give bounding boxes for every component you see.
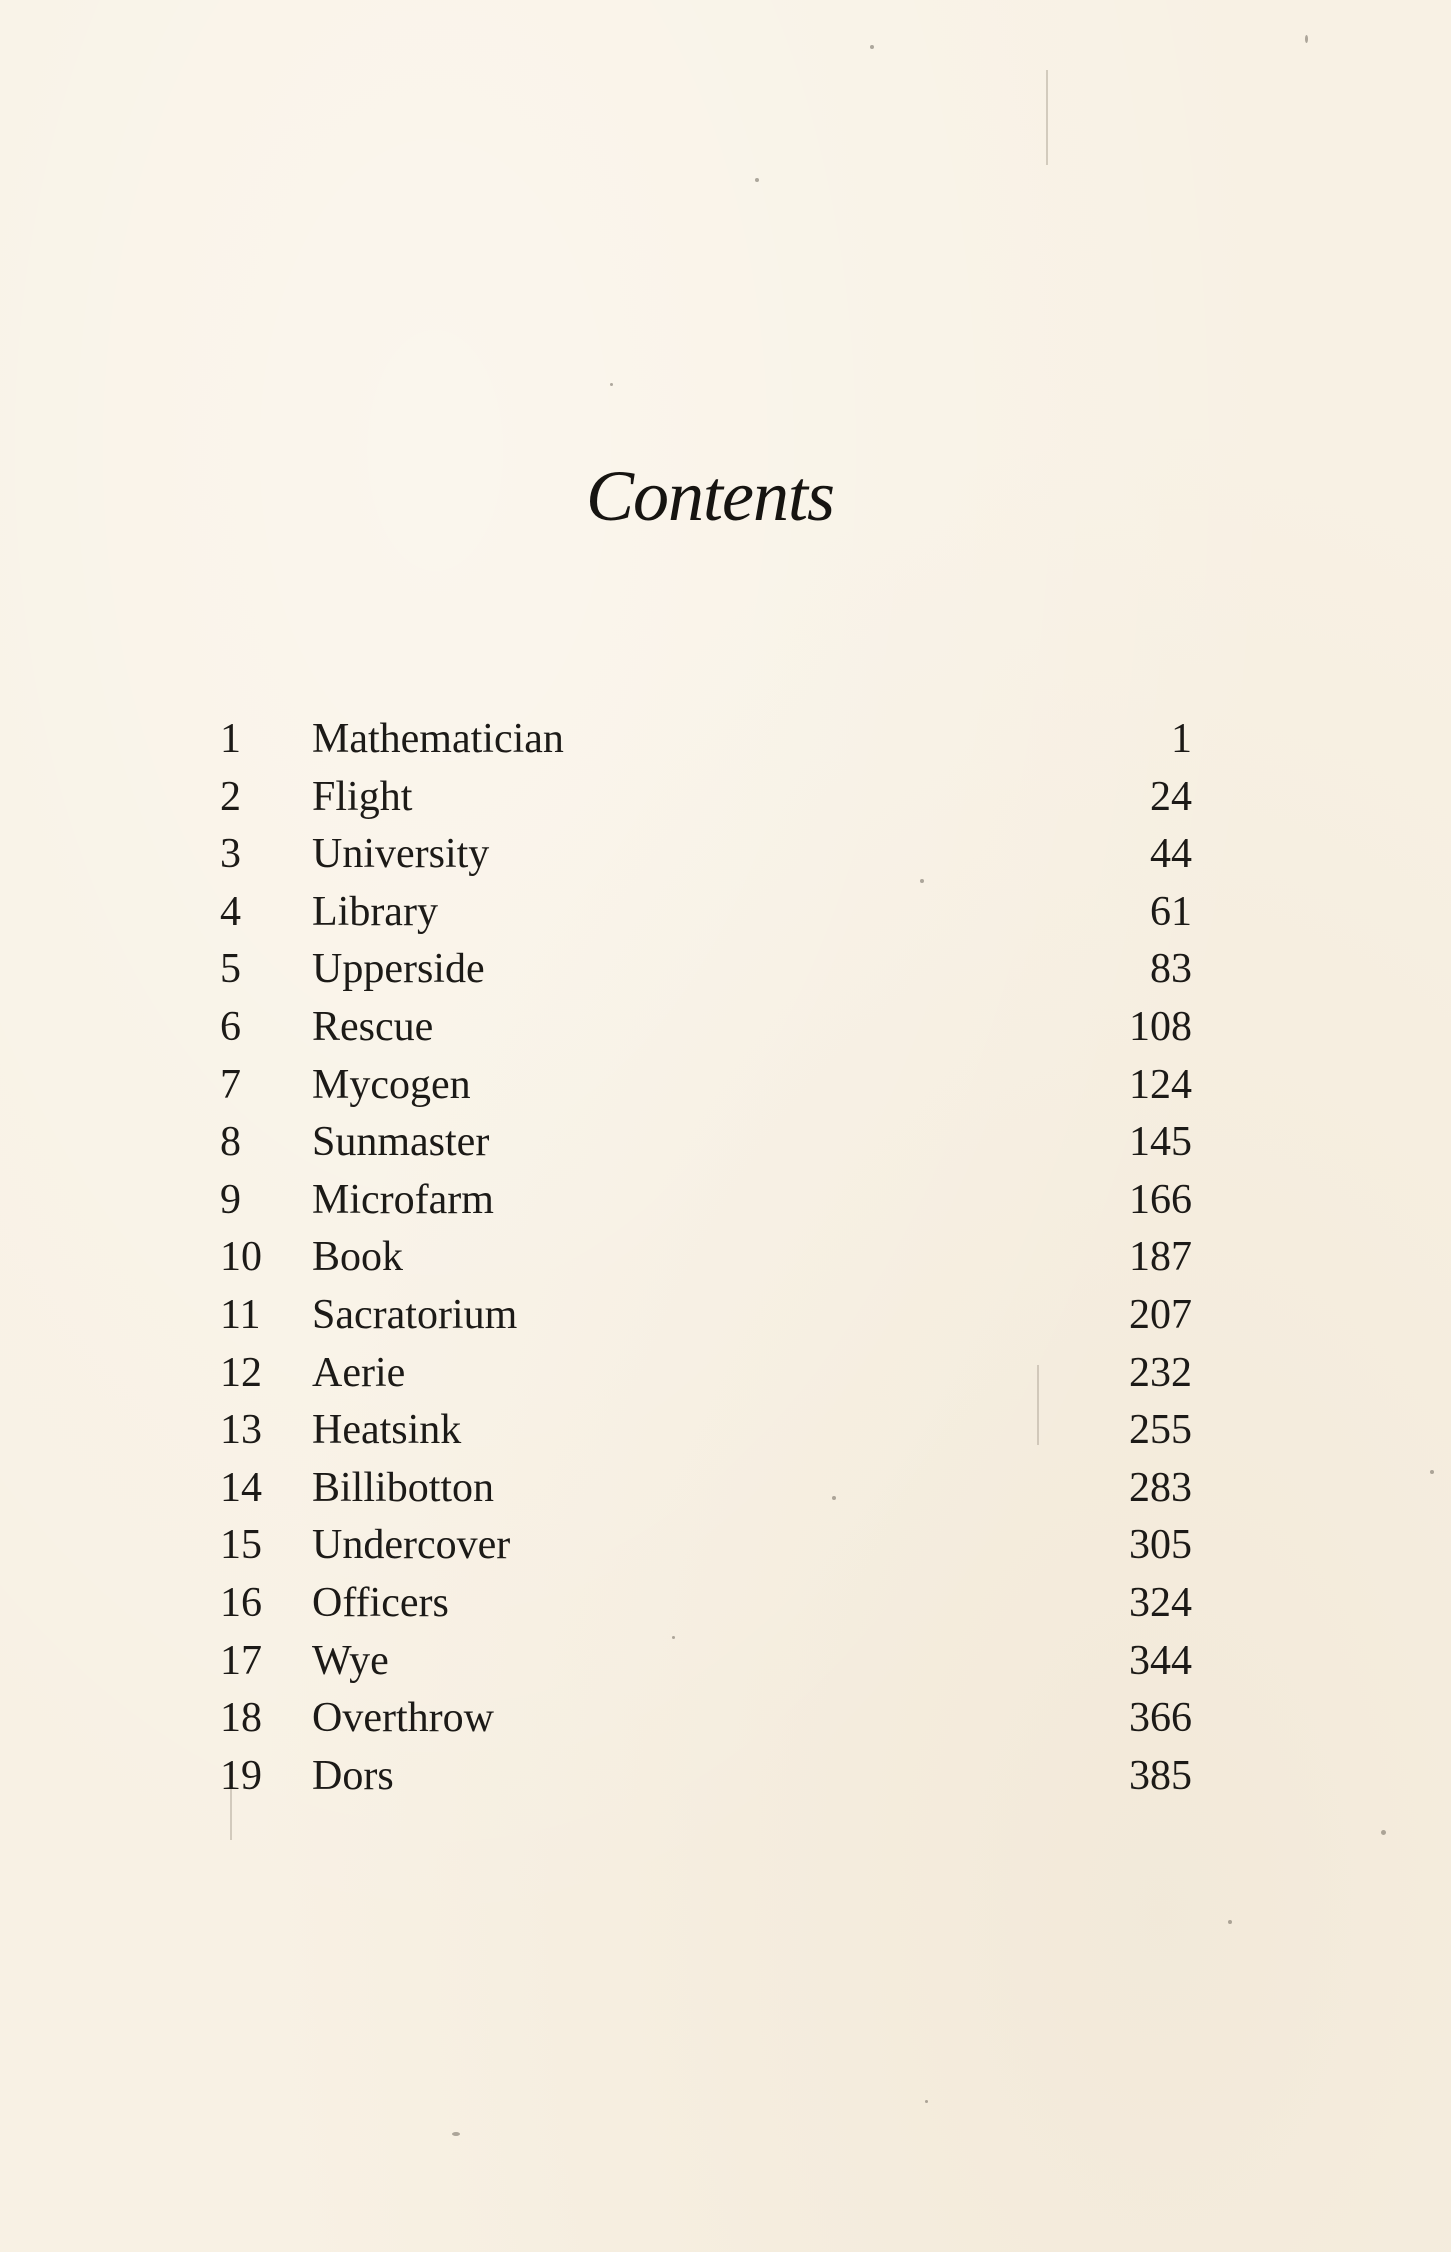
toc-row — [220, 1114, 1192, 1172]
chapter-number: 2 — [220, 773, 241, 820]
chapter-page: 166 — [1129, 1176, 1192, 1223]
chapter-number: 16 — [220, 1579, 262, 1626]
chapter-title: Library — [312, 888, 438, 935]
toc-row — [220, 1057, 1192, 1115]
paper-speck — [870, 45, 874, 49]
chapter-title: Billibotton — [312, 1464, 495, 1511]
chapter-number: 18 — [220, 1695, 262, 1742]
chapter-title: Sacratorium — [312, 1291, 518, 1338]
chapter-page: 255 — [1129, 1407, 1192, 1454]
chapter-number: 3 — [220, 831, 241, 878]
toc-row — [220, 1402, 1192, 1460]
chapter-title: Aerie — [312, 1349, 406, 1396]
chapter-number: 11 — [220, 1291, 261, 1338]
toc-row — [220, 826, 1192, 884]
chapter-number: 1 — [220, 716, 241, 762]
toc-row — [220, 999, 1192, 1057]
toc-row — [220, 1287, 1192, 1345]
chapter-page: 344 — [1129, 1637, 1192, 1684]
paper-speck — [1381, 1830, 1386, 1835]
chapter-title: Mycogen — [312, 1061, 471, 1108]
chapter-number: 13 — [220, 1407, 262, 1454]
chapter-page: 145 — [1129, 1119, 1192, 1166]
chapter-title: University — [312, 831, 490, 878]
chapter-page: 124 — [1129, 1061, 1192, 1108]
paper-speck — [1305, 35, 1308, 43]
toc-row — [220, 711, 1192, 769]
chapter-title: Flight — [312, 773, 413, 820]
chapter-title: Undercover — [312, 1522, 511, 1569]
toc-row — [220, 1517, 1192, 1575]
toc-row — [220, 1748, 1192, 1806]
chapter-number: 10 — [220, 1234, 262, 1281]
toc-row — [220, 884, 1192, 942]
chapter-page: 83 — [1150, 946, 1192, 993]
chapter-title: Heatsink — [312, 1407, 462, 1454]
chapter-number: 14 — [220, 1464, 262, 1511]
chapter-page: 1 — [1171, 716, 1192, 762]
paper-speck — [452, 2132, 460, 2136]
chapter-title: Upperside — [312, 946, 485, 993]
chapter-number: 12 — [220, 1349, 262, 1396]
chapter-title: Wye — [312, 1637, 389, 1684]
chapter-page: 232 — [1129, 1349, 1192, 1396]
chapter-page: 61 — [1150, 888, 1192, 935]
toc-row — [220, 769, 1192, 827]
chapter-page: 187 — [1129, 1234, 1192, 1281]
chapter-number: 8 — [220, 1119, 241, 1166]
toc-row — [220, 1229, 1192, 1287]
chapter-number: 6 — [220, 1003, 241, 1050]
toc-row — [220, 1575, 1192, 1633]
chapter-title: Microfarm — [312, 1176, 494, 1223]
paper-speck — [755, 178, 759, 182]
chapter-title: Officers — [312, 1579, 449, 1626]
chapter-title: Mathematician — [312, 716, 564, 762]
toc-row — [220, 941, 1192, 999]
chapter-number: 4 — [220, 888, 241, 935]
toc-row — [220, 1633, 1192, 1691]
paper-speck — [610, 383, 613, 386]
paper-speck — [1228, 1920, 1232, 1924]
chapter-number: 7 — [220, 1061, 241, 1108]
chapter-title: Sunmaster — [312, 1119, 490, 1166]
toc-row — [220, 1460, 1192, 1518]
chapter-page: 324 — [1129, 1579, 1192, 1626]
chapter-number: 5 — [220, 946, 241, 993]
chapter-page: 207 — [1129, 1291, 1192, 1338]
chapter-title: Rescue — [312, 1003, 434, 1050]
paper-speck — [1430, 1470, 1434, 1474]
chapter-page: 283 — [1129, 1464, 1192, 1511]
chapter-page: 366 — [1129, 1695, 1192, 1742]
toc-row — [220, 1690, 1192, 1748]
chapter-title: Book — [312, 1234, 404, 1281]
chapter-page: 385 — [1129, 1752, 1192, 1799]
chapter-page: 305 — [1129, 1522, 1192, 1569]
chapter-page: 108 — [1129, 1003, 1192, 1050]
chapter-number: 17 — [220, 1637, 262, 1684]
paper-speck — [925, 2100, 928, 2103]
chapter-title: Overthrow — [312, 1695, 494, 1742]
toc-row — [220, 1345, 1192, 1403]
page-title: Contents — [585, 456, 834, 536]
chapter-number: 15 — [220, 1522, 262, 1569]
chapter-number: 9 — [220, 1176, 241, 1223]
chapter-number: 19 — [220, 1752, 262, 1799]
chapter-title: Dors — [312, 1752, 394, 1799]
chapter-page: 44 — [1150, 831, 1192, 878]
paper-crease — [1046, 70, 1048, 165]
chapter-page: 24 — [1150, 773, 1192, 820]
toc-row — [220, 1172, 1192, 1230]
table-of-contents — [220, 711, 1192, 1805]
